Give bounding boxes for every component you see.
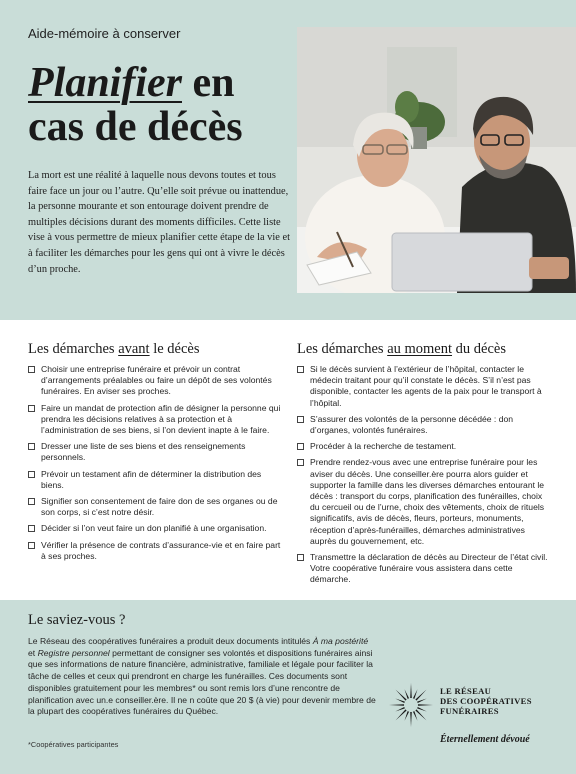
before-death-section <box>28 340 286 567</box>
checkbox-icon[interactable] <box>297 443 304 450</box>
checklist-item-text: Décider si l’on veut faire un don planifié à une organisation. <box>41 523 267 534</box>
logo-name <box>440 686 532 716</box>
checklist-item <box>297 364 553 409</box>
checklist-item <box>297 552 553 586</box>
checkbox-icon[interactable] <box>28 525 35 532</box>
at-time-heading-part-b: du décès <box>452 341 506 357</box>
network-logo <box>388 682 558 745</box>
kicker-text: Aide-mémoire à conserver <box>28 26 181 41</box>
checklist-item <box>28 469 286 491</box>
checklist-item <box>28 403 286 437</box>
did-you-know-paragraph <box>28 636 376 718</box>
at-time-heading <box>297 340 553 358</box>
checkbox-icon[interactable] <box>297 366 304 373</box>
intro-paragraph: La mort est une réalité à laquelle nous devons toutes et tous faire face un jour ou l’autre. Qu’elle soit prévue ou inattendue, la personne mourante et son entourage doivent prendre de multiples décisions durant des moments difficiles. Cette liste vise à vous permettre de mieux planifier cette étape de la vie et à faciliter les démarches pour les gens qui ont à vivre le décès d’un proche. <box>28 170 290 275</box>
title-line1-rest: en <box>182 60 235 106</box>
checklist-item <box>28 496 286 518</box>
checklist-item-text: Faire un mandat de protection afin de désigner la personne qui prendra les décisions relatives à sa protection et à l’administration de ses biens, si l’on devient inapte à le faire. <box>41 402 281 436</box>
sunburst-logo-icon <box>388 682 434 728</box>
checkbox-icon[interactable] <box>297 554 304 561</box>
paragraph-part: et <box>28 647 38 658</box>
checklist-item-text: Dresser une liste de ses biens et des renseignements personnels. <box>41 441 246 463</box>
before-checklist <box>28 364 286 562</box>
checklist-item <box>28 523 286 534</box>
did-you-know-section <box>0 600 576 774</box>
footnote: *Coopératives participantes <box>28 740 119 749</box>
paragraph-part: permettant de consigner ses volontés et dispositions funéraires ainsi que ses informations de nature financière, administrative, familiale et légale pour faciliter la tâche de celles et ceux qui prendront en charge les funérailles. Ces documents sont disponibles gratuitement pour les membres* ou sont remis lors d’une rencontre de planification avec un.e conseiller.ère. Il ne n coûte que 20 $ (à vie) pour devenir membre de la plupart des coopératives funéraires du Québec. <box>28 647 376 717</box>
logo-name-line1: LE RÉSEAU <box>440 686 492 696</box>
checklist-item-text: Si le décès survient à l’extérieur de l’hôpital, contacter le médecin traitant pour qu’il constate le décès. S’il n’est pas disponible, contacter les agents de la paix pour le transport à l’hôpital. <box>310 364 542 408</box>
paragraph-part: Le Réseau des coopératives funéraires a produit deux documents intitulés <box>28 636 313 646</box>
logo-name-line2: DES COOPÉRATIVES <box>440 696 532 706</box>
title-line2: cas de décès <box>28 104 243 150</box>
checklist-item-text: Signifier son consentement de faire don de ses organes ou de son corps, si c’est notre désir. <box>41 496 278 518</box>
at-time-checklist <box>297 364 553 586</box>
checklist-item-text: Vérifier la présence de contrats d’assurance-vie et en faire part à ses proches. <box>41 539 281 561</box>
checkbox-icon[interactable] <box>28 443 35 450</box>
checkbox-icon[interactable] <box>28 405 35 412</box>
checklist-item-text: Procéder à la recherche de testament. <box>310 441 457 452</box>
checkbox-icon[interactable] <box>28 498 35 505</box>
checklist-item-text: S’assurer des volontés de la personne décédée : don d’organes, volontés funéraires. <box>310 413 514 436</box>
before-heading-underlined: avant <box>118 341 150 357</box>
hero-photo <box>297 27 576 293</box>
before-heading-part-b: le décès <box>149 341 200 357</box>
checklist-item-text: Transmettre la déclaration de décès au Directeur de l’état civil. Votre coopérative funéraire vous assistera dans cette démarche. <box>310 552 548 585</box>
page-title <box>28 62 243 148</box>
at-death-section <box>297 340 553 591</box>
checklist-item <box>28 364 286 398</box>
checklist-item <box>28 540 286 562</box>
at-time-heading-underlined: au moment <box>387 341 453 357</box>
checkbox-icon[interactable] <box>28 366 35 373</box>
checklist-item-text: Prendre rendez-vous avec une entreprise funéraire pour les aviser du décès. Une conseiller.ère pourra alors guider et supporter la famille dans les diverses démarches entourant le décès : transport du corps, planification des funérailles, choix du cercueil ou de l’urne, choix des vêtements, choix de rituels significatifs, avis de décès, fleurs, porteurs, monuments, réception d’après-funérailles, démarches administratives auprès du gouvernement, etc. <box>310 457 545 546</box>
checklist-item-text: Choisir une entreprise funéraire et prévoir un contrat d’arrangements préalables ou faire un dépôt de ses volontés funéraires. En aviser ses proches. <box>41 364 272 397</box>
checklist-item <box>297 441 553 452</box>
checklist-item-text: Prévoir un testament afin de déterminer la distribution des biens. <box>41 468 262 490</box>
did-you-know-heading: Le saviez-vous ? <box>28 612 126 628</box>
document-title-registre: Registre personnel <box>37 647 110 658</box>
checkbox-icon[interactable] <box>28 542 35 549</box>
before-heading-part-a: Les démarches <box>28 341 119 357</box>
before-heading <box>28 340 286 358</box>
checklist-item <box>297 457 553 547</box>
checkbox-icon[interactable] <box>297 416 304 423</box>
at-time-heading-part-a: Les démarches <box>297 341 388 357</box>
logo-tagline: Éternellement dévoué <box>440 734 530 745</box>
document-title-posterite: À ma postérité <box>312 636 369 646</box>
checklist-item <box>28 441 286 463</box>
checkbox-icon[interactable] <box>28 471 35 478</box>
checkbox-icon[interactable] <box>297 459 304 466</box>
checklist-item <box>297 414 553 436</box>
title-emphasis: Planifier <box>28 60 182 106</box>
hero-section <box>0 0 576 320</box>
logo-name-line3: FUNÉRAIRES <box>440 706 499 716</box>
